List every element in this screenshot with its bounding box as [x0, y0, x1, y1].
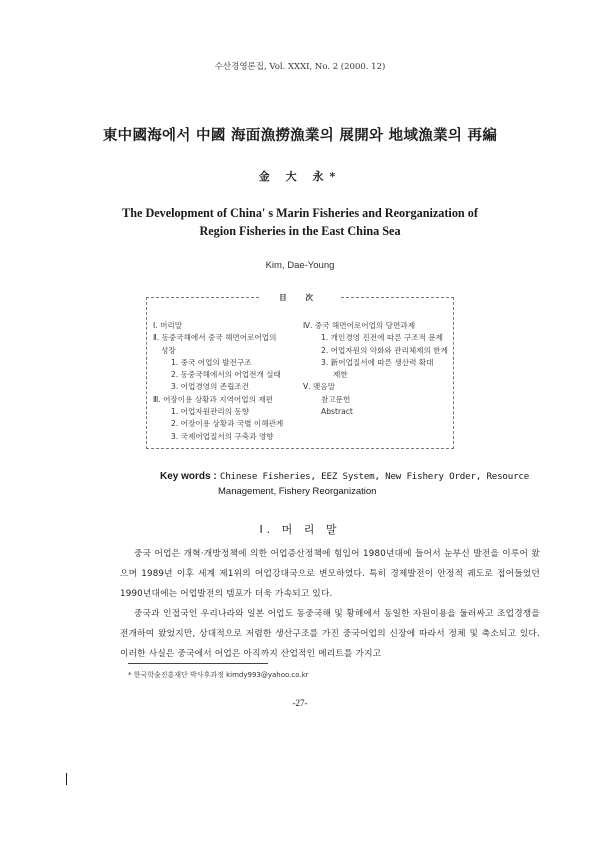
body-text: [120, 544, 540, 664]
title-korean: 東中國海에서 中國 海面漁撈漁業의 展開와 地域漁業의 再編: [102, 127, 498, 144]
section-heading: Ⅰ. 머 리 말: [259, 523, 341, 536]
toc-item: Ⅲ. 어장이용 상황과 지역어업의 재편: [153, 394, 274, 404]
paragraph: 중국 어업은 개혁·개방정책에 의한 어업증산정책에 힘입어 1980년대에 들어서 눈부신 발전을 이루어 왔으며 1989년 이후 세계 제1위의 어업강대국으로 변모하였다. 특히 경제발전이 안정적 궤도로 접어들었던 1990년대에는 어업발전의 템포가 더욱 가속되고 있다.: [120, 549, 540, 599]
toc-item: 3. 어업경영의 존립조건: [171, 382, 250, 392]
footnote-rule: [128, 663, 268, 664]
toc-item: 참고문헌: [321, 394, 351, 404]
toc-item: 3. 新어업질서에 따른 생산력 확대: [321, 357, 434, 367]
keywords-label: Key words :: [160, 471, 217, 482]
table-of-contents: [146, 293, 454, 449]
keywords: [160, 471, 540, 497]
toc-item: 제한: [333, 370, 348, 380]
toc-item: Ⅴ. 맺음말: [303, 382, 336, 392]
toc-item: 2. 어장이용 상황과 국별 이해관계: [171, 419, 284, 429]
toc-item: 1. 어업자원관리의 동향: [171, 407, 250, 417]
journal-citation: 수산경영론집, Vol. XXXI, No. 2 (2000. 12): [214, 62, 386, 72]
toc-item: 2. 동중국해에서의 어업전개 실태: [171, 370, 281, 380]
keywords-line-1: Chinese Fisheries, EEZ System, New Fishery Order, Resource: [219, 471, 530, 482]
title-english-line-1: The Development of China' s Marin Fisheries and Reorganization of: [122, 206, 478, 220]
keywords-line-2: Management, Fishery Reorganization: [218, 486, 377, 497]
toc-item: 3. 국제어업질서의 구축과 영향: [171, 431, 274, 441]
toc-item: Abstract: [321, 407, 353, 417]
paragraph: 중국과 인접국인 우리나라와 일본 어업도 동중국해 및 황해에서 동일한 자원이용을 둘러싸고 조업경쟁을 전개하여 왔었지만, 상대적으로 저렴한 생산구조를 가진 중국어업의 신장에 따라서 정체 및 축소되고 있다. 이러한 사실은 중국에서 어업은 아직까지 산업적인 메리트를 가지고: [120, 609, 540, 659]
toc-left-column: [153, 320, 303, 443]
toc-heading: 目 次: [261, 293, 339, 302]
toc-item: Ⅳ. 중국 해면어로어업의 당면과제: [303, 321, 416, 330]
author-korean: 金 大 永*: [258, 170, 342, 183]
toc-item: Ⅱ. 동중국해에서 중국 해면어로어업의: [153, 333, 277, 343]
title-english-line-2: Region Fisheries in the East China Sea: [199, 224, 401, 238]
page-number: -27-: [292, 698, 308, 708]
toc-item: 2. 어업자원의 악화와 관리체제의 한계: [321, 345, 448, 355]
toc-item: 성장: [161, 345, 176, 355]
footnote: * 한국학술진흥재단 박사후과정 kimdy993@yahoo.co.kr: [128, 671, 309, 679]
toc-item: 1. 개인경영 진전에 따른 구조적 문제: [321, 333, 444, 343]
toc-item: 1. 중국 어업의 발전구조: [171, 357, 252, 367]
scan-mark: [66, 773, 67, 785]
toc-item: Ⅰ. 머리말: [153, 321, 183, 330]
toc-right-column: [303, 320, 453, 418]
author-english: Kim, Dae-Young: [265, 260, 335, 271]
